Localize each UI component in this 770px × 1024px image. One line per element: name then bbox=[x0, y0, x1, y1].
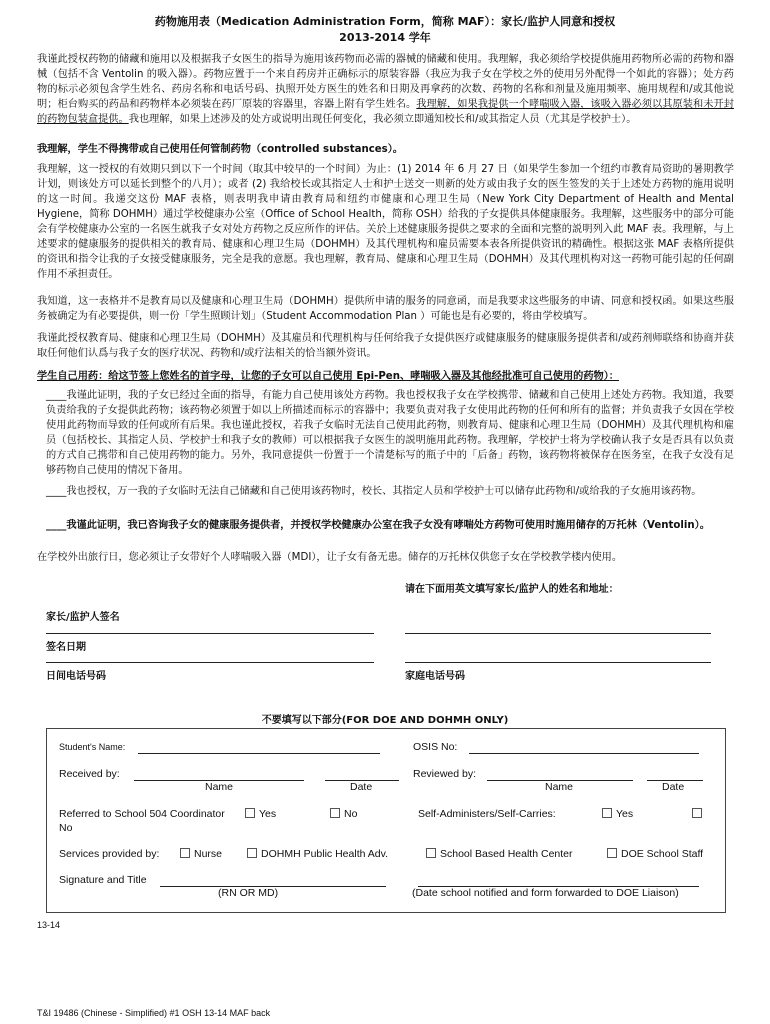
guardian-name-line[interactable] bbox=[405, 633, 711, 634]
yes-label: Yes bbox=[616, 808, 634, 820]
checkbox-icon[interactable] bbox=[426, 848, 436, 858]
storage-authorization: ____我也授权，万一我的子女临时无法自己储藏和自己使用该药物时，校长、其指定人员和学校护士可以储存此药物和/或给我的子女施用该药物。 bbox=[46, 486, 702, 497]
office-use-heading: 不要填写以下部分(FOR DOE AND DOHMH ONLY) bbox=[261, 715, 509, 726]
checkbox-icon[interactable] bbox=[607, 848, 617, 858]
ventolin-authorization: ____我谨此证明，我已咨询我子女的健康服务提供者，并授权学校健康办公室在我子女没有哮喘处方药物可使用时施用储存的万托林（Ventolin）。 bbox=[46, 520, 710, 531]
services-label: Services provided by: bbox=[59, 848, 160, 860]
yes-label: Yes bbox=[259, 808, 277, 820]
student-name-line[interactable] bbox=[138, 753, 380, 754]
dohmh-option[interactable] bbox=[245, 848, 388, 860]
checkbox-icon[interactable] bbox=[602, 808, 612, 818]
referred-yes-option[interactable] bbox=[243, 808, 276, 820]
no-label: No bbox=[344, 808, 358, 820]
controlled-substances-note: 我理解，学生不得携带或自己使用任何管制药物（controlled substances）。 bbox=[37, 144, 403, 155]
self-no-checkbox[interactable] bbox=[690, 808, 706, 820]
self-yes-option[interactable] bbox=[600, 808, 633, 820]
self-administration-heading: 学生自己用药：给这节签上您姓名的首字母，让您的子女可以自己使用 Epi-Pen、哮喘吸入器及其他经批准可自己使用的药物）： bbox=[37, 371, 619, 382]
self-administers-label: Self-Administers/Self-Carries: bbox=[418, 808, 556, 820]
paragraph-validity: 我理解，这一授权的有效期只到以下一个时间（取其中较早的一个时间）为止：(1) 2014 年 6 月 27 日（如果学生参加一个纽约市教育局资助的暑期教学计划，则该处方可以延长到整个的八月）；或者 (2) 我给校长或其指定人士和护士送交一则新的处方或由我子女的医生签发的关于上述处方药物的施用说明的这一时间。我递交这份 MAF 表格，则表明我申请由教育局和纽约市健康和心理卫生局（New York City Department of Health and Mental Hygiene，简称 DOHMH）通过学校健康办公室（Office of School Health，简称 OSH）给我的子女提供具体健康服务。我理解，这些服务中的部分可能会有学校健康办公室的一名医生就我子女对处方药物之反应所作的评估。关於上述健康服务提供之要求的全面和完整的説明列入此 MAF 表。我理解，与上述要求的健康服务的提供相关的教育局、健康和心理卫生局（DOHMH）及其代理机构和雇员需要本表各所提供资讯的精确性。根据这张 MAF 表格所提供的资讯和指令让我的子女接受健康服务，完全是我的意愿。我也理解，教育局、健康和心理卫生局（DOHMH）及其代理机构对这一药物可能引起的任何副作用不承担责任。 bbox=[37, 164, 734, 280]
dohmh-label: DOHMH Public Health Adv. bbox=[261, 848, 389, 860]
nurse-label: Nurse bbox=[194, 848, 223, 860]
doe-staff-label: DOE School Staff bbox=[621, 848, 704, 860]
field-trip-note: 在学校外出旅行日，您必须让子女带好个人哮喘吸入器（MDI），让子女有备无患。储存的万托林仅供您子女在学校教学楼内使用。 bbox=[37, 552, 623, 563]
footer-form-id: T&I 19486 (Chinese - Simplified) #1 OSH 13-14 MAF back bbox=[37, 1008, 271, 1018]
checkbox-icon[interactable] bbox=[692, 808, 702, 818]
self-administration-certify: ____我谨此证明，我的子女已经过全面的指导，有能力自己使用该处方药物。我也授权我子女在学校携带、储藏和自己使用上述处方药物。我知道，我要负责给我的子女提供此药物；该药物必须置于如以上所描述而标示的容器中；我要负责对我子女使用此药物的任何和所有的监督；并负责我子女因在学校使用此药物而导致的任何或所有后果。我也谨此授权，若我子女临时无法自己使用此药物，则教育局、健康和心理卫生局（DOHMH）及其代理机构和雇员（包括校长、其指定人员、学校护士和我子女的教师）可以根据我子女医生的説明施用此药物。我理解，学校护士将为学校确认我子女是否具有以负责的方式自己携带和自己使用药物的能力。另外，我同意提供一份置于一个清楚标写的瓶子中的「后备」药物，该药物将被保存在医务室，在我子女没有足够药物自己使用的情况下备用。 bbox=[46, 390, 734, 476]
paragraph-contact-authorization: 我谨此授权教育局、健康和心理卫生局（DOHMH）及其雇员和代理机构与任何给我子女提供医疗或健康服务的健康服务提供者和/或药剂师联络和协商并获取任何他们认爲与我子女的医疗状况、药物和/或疗法相关的恰当额外资讯。 bbox=[37, 333, 734, 359]
paragraph-text: 我谨此授权药物的储藏和施用以及根据我子女医生的指导为施用该药物而必需的器械的储藏和使用。我理解，我必须给学校提供施用药物所必需的药物和器械（包括不含 Ventolin 的吸入器）。药物应置于一个来自药房并正确标示的原装容器（我应为我子女在学校之外的使用另外配得一个如此的容器）；处方药物的标示必须包含学生姓名、药房名称和电话号码、执照开处方医生的姓名和日期及再拿药的次数、药物的名称和剂量及施用频率、施用规程和/或其他说明；柜台购买的药品和药物样本必须装在药厂原装的容器里，容器上附有学生姓名。 bbox=[37, 54, 734, 110]
doe-staff-option[interactable] bbox=[605, 848, 703, 860]
day-phone-label: 日间电话号码 bbox=[46, 671, 106, 682]
inhaler-notice: 我理解，如果我提供一个哮喘吸入器，该吸入器必须以其原装和未开封的药物包装盒提供。 bbox=[37, 99, 734, 125]
received-name-caption: Name bbox=[205, 781, 234, 793]
paragraph-consent: 我知道，这一表格并不是教育局以及健康和心理卫生局（DOHMH）提供所申请的服务的同意函，而是我要求这些服务的申请、同意和授权函。如果这些服务被确定为有必要提供，则一份「学生照顾计划」（Student Accommodation Plan ）可能也是有必要的，将由学校填写。 bbox=[37, 296, 734, 322]
osis-line[interactable] bbox=[469, 753, 699, 754]
signature-date-label: 签名日期 bbox=[46, 642, 86, 653]
osis-label: OSIS No: bbox=[413, 741, 458, 753]
guardian-address-line[interactable] bbox=[405, 662, 711, 663]
english-instruction: 请在下面用英文填写家长/监护人的姓名和地址： bbox=[405, 584, 619, 595]
rn-md-caption: (RN OR MD) bbox=[218, 887, 279, 899]
referred-label: Referred to School 504 Coordinator bbox=[59, 808, 225, 820]
received-by-label: Received by: bbox=[59, 768, 120, 780]
self-no-label: No bbox=[59, 822, 73, 834]
referred-no-option[interactable] bbox=[328, 808, 357, 820]
checkbox-icon[interactable] bbox=[245, 808, 255, 818]
guardian-signature-label: 家长/监护人签名 bbox=[46, 612, 120, 623]
checkbox-icon[interactable] bbox=[180, 848, 190, 858]
reviewed-name-caption: Name bbox=[545, 781, 574, 793]
reviewed-date-caption: Date bbox=[662, 781, 685, 793]
home-phone-label: 家庭电话号码 bbox=[405, 671, 465, 682]
checkbox-icon[interactable] bbox=[247, 848, 257, 858]
reviewed-by-label: Reviewed by: bbox=[413, 768, 477, 780]
student-name-label: Student's Name: bbox=[59, 742, 126, 752]
form-title: 药物施用表（Medication Administration Form，简称 MAF）：家长/监护人同意和授权 bbox=[154, 15, 616, 28]
school-year: 2013-2014 学年 bbox=[339, 31, 431, 44]
signature-title-label: Signature and Title bbox=[59, 874, 147, 886]
footer-year: 13-14 bbox=[37, 920, 61, 930]
sbhc-label: School Based Health Center bbox=[440, 848, 573, 860]
signature-date-line[interactable] bbox=[46, 662, 374, 663]
guardian-signature-line[interactable] bbox=[46, 633, 374, 634]
checkbox-icon[interactable] bbox=[330, 808, 340, 818]
received-date-caption: Date bbox=[350, 781, 373, 793]
sbhc-option[interactable] bbox=[424, 848, 573, 860]
nurse-option[interactable] bbox=[178, 848, 222, 860]
paragraph-text: 我也理解，如果上述涉及的处方或说明出现任何变化，我必须立即通知校长和/或其指定人员（尤其是学校护士）。 bbox=[128, 114, 637, 125]
date-notified-caption: (Date school notified and form forwarded to DOE Liaison) bbox=[412, 887, 679, 899]
paragraph-authorization bbox=[37, 52, 734, 127]
